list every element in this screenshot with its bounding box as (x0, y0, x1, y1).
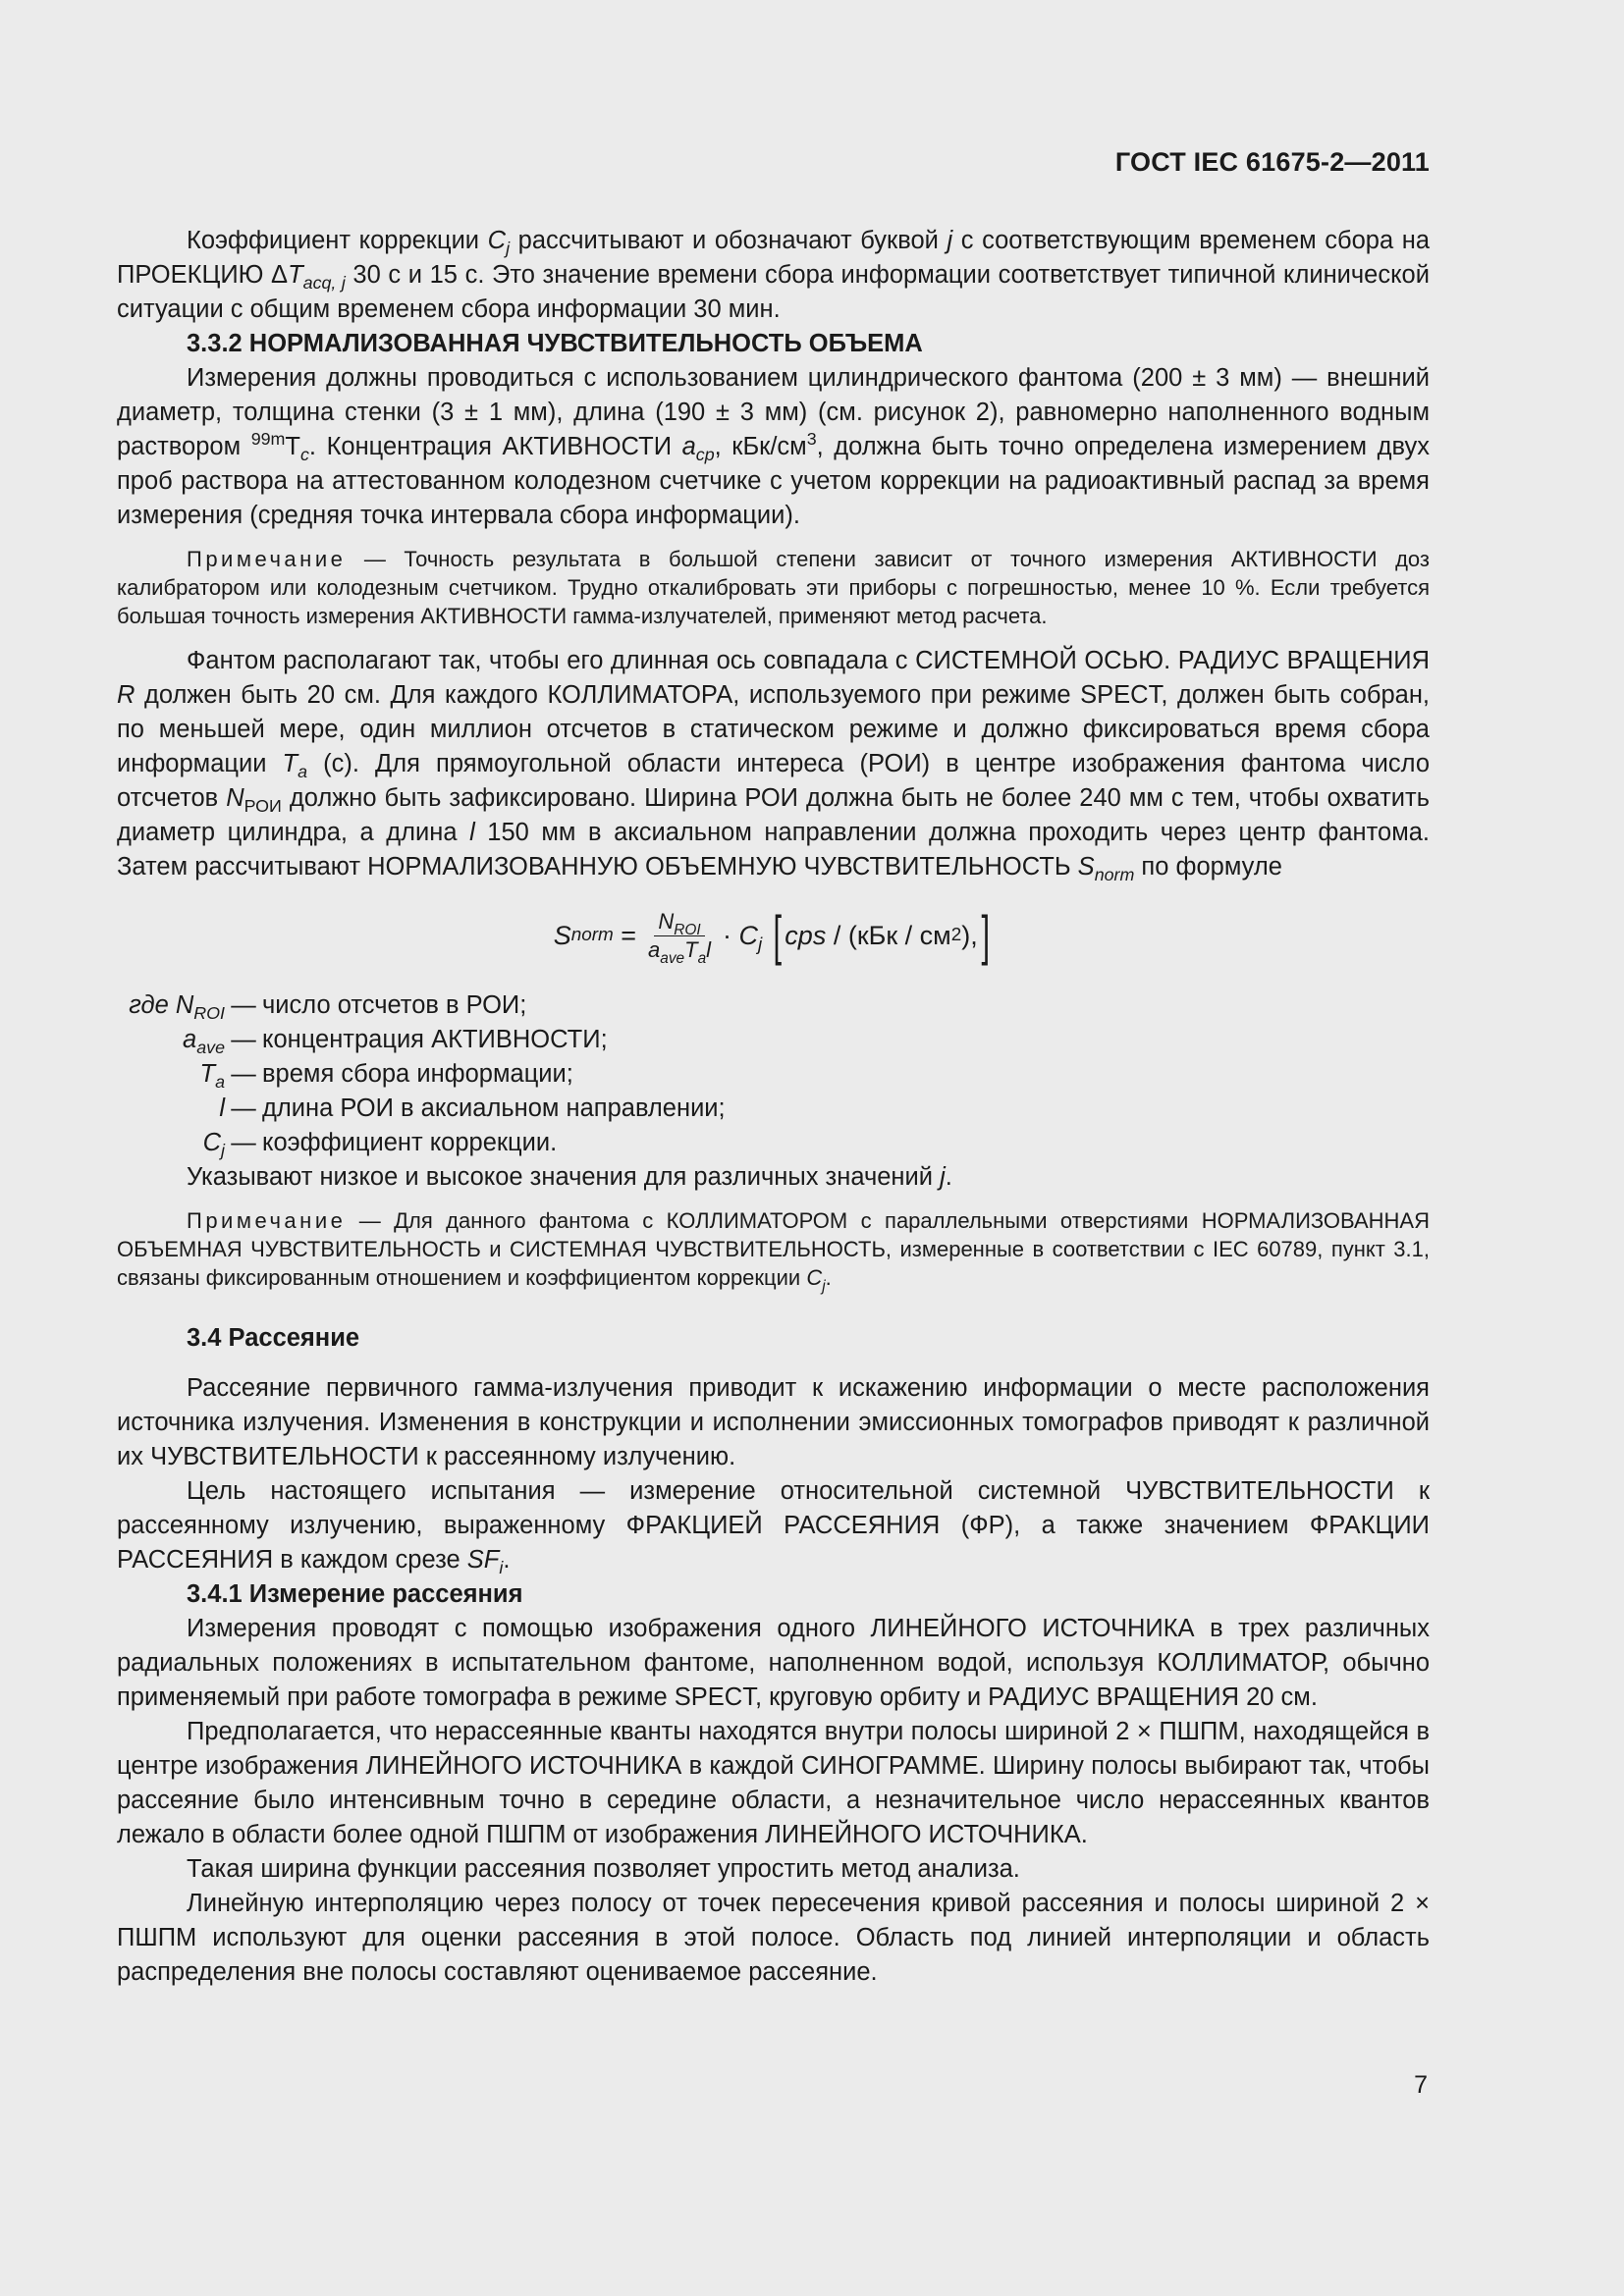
paragraph-phantom: Фантом располагают так, чтобы его длинная ось совпадала с СИСТЕМНОЙ ОСЬЮ. РАДИУС ВРАЩЕНИЯ R должен быть 20 см. Для каждого КОЛЛИМАТОРА, используемого при режиме SPECT, должен быть собран, по меньшей мере, один миллион отсчетов в статическом режиме и должно фиксироваться время сбора информации $T_a$ (с). Для прямоугольной области интереса (РОИ) в центре изображения фантома число отсчетов $N_{РОИ}$ должно быть зафиксировано. Ширина РОИ должна быть не более 240 мм с тем, чтобы охватить диаметр цилиндра, а длина l 150 мм в аксиальном направлении должна проходить через центр фантома. Затем рассчитывают НОРМАЛИЗОВАННУЮ ОБЪЕМНУЮ ЧУВСТВИТЕЛЬНОСТЬ $S_{norm}$ по формуле (117, 647, 1431, 884)
sensitivity-formula: S norm = $\frac{N_{ROI}}{a_{ave}T_al}$ · $C_j$ [ cps / (кБк / см 2 ), ] (553, 904, 990, 967)
paragraph-scatter-measurement: Измерения проводят с помощью изображения одного ЛИНЕЙНОГО ИСТОЧНИКА в трех различных радиальных положениях в испытательном фантоме, наполненном водой, используя КОЛЛИМАТОР, обычно применяемый при работе томографа в режиме SPECT, круговую орбиту и РАДИУС ВРАЩЕНИЯ 20 см. (117, 1615, 1430, 1711)
paragraph-interpolation: Линейную интерполяцию через полосу от точек пересечения кривой рассеяния и полосы шириной 2 × ПШПМ используют для оценки рассеяния в этой полосе. Область под линией интерполяции и область распределения вне полосы составляют оцениваемое рассеяние. (117, 1890, 1430, 1986)
standard-header: ГОСТ IEC 61675-2—2011 (1114, 147, 1430, 177)
where-desc: концентрация АКТИВНОСТИ; (262, 1026, 608, 1053)
formula-fraction: $\frac{N_{ROI}}{a_{ave}T_al}$ (648, 908, 712, 967)
where-symbol: $T_a$ (199, 1060, 225, 1092)
paragraph-correction-coefficient: Коэффициент коррекции $C_j$ рассчитывают и обозначают буквой j с соответствующим временем сбора на ПРОЕКЦИЮ $\Delta T_{acq, j}$ 30 с и 15 с. Это значение времени сбора информации соответствует типичной клинической ситуации с общим временем сбора информации 30 мин. (117, 227, 1431, 323)
where-symbol: l (219, 1095, 225, 1122)
where-symbol: $C_j$ (202, 1129, 225, 1160)
page-content (117, 224, 1430, 1990)
where-symbol: где $N_{ROI}$ (129, 991, 225, 1023)
where-list: где $N_{ROI}$ — число отсчетов в РОИ; $a_{ave}$ — концентрация АКТИВНОСТИ; $T_a$ — время сбора информации; l — длина РОИ в аксиальном направлении; $C_j$ — коэффициент коррекции. (117, 988, 1430, 1160)
section-heading-3-4: 3.4 Рассеяние (187, 1324, 360, 1352)
paragraph-width: Такая ширина функции рассеяния позволяет упростить метод анализа. (187, 1855, 1020, 1883)
paragraph-unscattered: Предполагается, что нерассеянные кванты находятся внутри полосы шириной 2 × ПШПМ, находящейся в центре изображения ЛИНЕЙНОГО ИСТОЧНИКА в каждой СИНОГРАММЕ. Ширину полосы выбирают так, чтобы рассеяние было интенсивным точно в середине области, а незначительное число нерассеянных квантов лежало в области более одной ПШПМ от изображения ЛИНЕЙНОГО ИСТОЧНИКА. (117, 1718, 1430, 1848)
section-heading-3-4-1: 3.4.1 Измерение рассеяния (187, 1580, 523, 1608)
paragraph-values: Указывают низкое и высокое значения для различных значений j. (187, 1163, 952, 1191)
paragraph-scatter-intro: Рассеяние первичного гамма-излучения приводит к искажению информации о месте расположения источника излучения. Изменения в конструкции и исполнении эмиссионных томографов приводят к различной их ЧУВСТВИТЕЛЬНОСТИ к рассеянному излучению. (117, 1374, 1430, 1470)
paragraph-measurements: Измерения должны проводиться с использованием цилиндрического фантома (200 ± 3 мм) — внешний диаметр, толщина стенки (3 ± 1 мм), длина (190 ± 3 мм) (см. рисунок 2), равномерно наполненного водным раствором $^{99m}T_c$. Концентрация АКТИВНОСТИ $a_{cp}$, кБк/$см^3$, должна быть точно определена измерением двух проб раствора на аттестованном колодезном счетчике с учетом коррекции на радиоактивный распад за время измерения (средняя точка интервала сбора информации). (117, 364, 1430, 529)
paragraph-test-goal: Цель настоящего испытания — измерение относительной системной ЧУВСТВИТЕЛЬНОСТИ к рассеянному излучению, выраженному ФРАКЦИЕЙ РАССЕЯНИЯ (ФР), а также значением ФРАКЦИИ РАССЕЯНИЯ в каждом срезе $SF_i$. (117, 1477, 1430, 1577)
where-desc: число отсчетов в РОИ; (262, 991, 527, 1019)
page-number: 7 (1414, 2071, 1428, 2099)
where-desc: коэффициент коррекции. (262, 1129, 558, 1156)
section-heading-3-3-2: 3.3.2 НОРМАЛИЗОВАННАЯ ЧУВСТВИТЕЛЬНОСТЬ ОБЪЕМА (187, 330, 923, 357)
where-desc: время сбора информации; (262, 1060, 573, 1088)
where-symbol: $a_{ave}$ (183, 1026, 225, 1057)
where-desc: длина РОИ в аксиальном направлении; (262, 1095, 726, 1122)
note-collimator: Примечание — Для данного фантома с КОЛЛИМАТОРОМ с параллельными отверстиями НОРМАЛИЗОВАННАЯ ОБЪЕМНАЯ ЧУВСТВИТЕЛЬНОСТЬ и СИСТЕМНАЯ ЧУВСТВИТЕЛЬНОСТЬ, измеренные в соответствии с IEC 60789, пункт 3.1, связаны фиксированным отношением и коэффициентом коррекции $C_j$. (117, 1208, 1430, 1295)
note-accuracy: Примечание — Точность результата в большой степени зависит от точного измерения АКТИВНОСТИ доз калибратором или колодезным счетчиком. Трудно откалибровать эти приборы с погрешностью, менее 10 %. Если требуется большая точность измерения АКТИВНОСТИ гамма-излучателей, применяют метод расчета. (117, 547, 1430, 628)
